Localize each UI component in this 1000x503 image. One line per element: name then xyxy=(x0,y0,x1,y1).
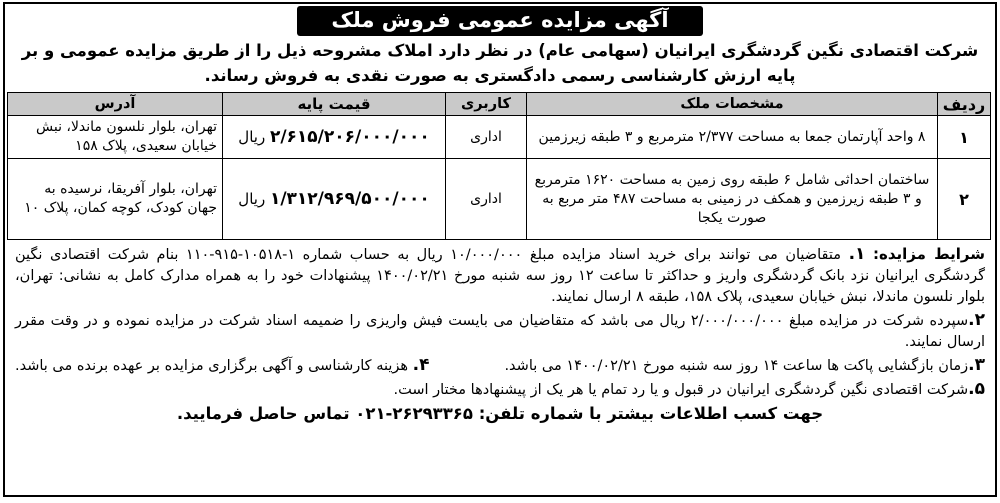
base-price-value: ۲/۶۱۵/۲۰۶/۰۰۰/۰۰۰ xyxy=(269,126,430,147)
term-text: شرکت اقتصادی نگین گردشگری ایرانیان در قبول و یا رد تمام یا هر یک از پیشنهادها مختار است. xyxy=(393,382,969,398)
term-number: ۲. xyxy=(968,310,985,330)
header-row-number: ردیف xyxy=(938,93,991,116)
base-price-cell xyxy=(223,159,446,240)
property-usage: اداری xyxy=(446,116,527,159)
property-spec: ساختمان احداثی شامل ۶ طبقه روی زمین به مساحت ۱۶۲۰ مترمربع و ۳ طبقه زیرزمین و همکف در زمینی به مساحت ۴۸۷ متر مربع به صورت یکجا xyxy=(527,159,938,240)
price-unit: ریال xyxy=(238,127,266,146)
table-row xyxy=(8,159,991,240)
base-price-value: ۱/۳۱۲/۹۶۹/۵۰۰/۰۰۰ xyxy=(269,188,430,209)
term-1 xyxy=(15,244,985,308)
property-address: تهران، بلوار آفریقا، نرسیده به جهان کودک، کوچه کمان، پلاک ۱۰ xyxy=(8,159,223,240)
price-unit: ریال xyxy=(238,189,266,208)
terms-label: شرایط مزایده: xyxy=(873,245,985,263)
intro-paragraph: شرکت اقتصادی نگین گردشگری ایرانیان (سهامی عام) در نظر دارد املاک مشروحه ذیل را از طریق مزایده عمومی و بر پایه ارزش کارشناسی رسمی دادگستری به صورت نقدی به فروش رساند. xyxy=(21,41,979,85)
term-3 xyxy=(504,355,985,377)
term-number: ۴. xyxy=(412,355,430,375)
property-table xyxy=(7,92,991,240)
term-text: متقاضیان می توانند برای خرید اسناد مزایده مبلغ ۱۰/۰۰۰/۰۰۰ ریال به حساب شماره ۱-۱۰۵۱۸-۹۱۵-۱۱۰ بنام شرکت اقتصادی نگین گردشگری ایرانیان نزد بانک گردشگری واریز و حداکثر تا ساعت ۱۲ روز سه شنبه مورخ ۱۴۰۰/۰۲/۲۱ پیشنهادات خود را به همراه مدارک کامل به نشانی: تهران، بلوار نلسون ماندلا، نبش خیابان سعیدی، پلاک ۱۵۸، طبقه ۸ ارسال نمایند. xyxy=(15,247,985,305)
auction-notice xyxy=(3,2,997,497)
terms-row-3-4 xyxy=(15,355,985,379)
table-header-row xyxy=(8,93,991,116)
auction-terms xyxy=(5,240,995,401)
term-4 xyxy=(15,355,430,377)
header-usage: کاربری xyxy=(446,93,527,116)
term-text: زمان بازگشایی پاکت ها ساعت ۱۴ روز سه شنبه مورخ ۱۴۰۰/۰۲/۲۱ می باشد. xyxy=(504,358,969,374)
property-usage: اداری xyxy=(446,159,527,240)
header-address: آدرس xyxy=(8,93,223,116)
table-row xyxy=(8,116,991,159)
row-number: ۲ xyxy=(938,159,991,240)
term-number: ۵. xyxy=(968,379,985,399)
row-number: ۱ xyxy=(938,116,991,159)
header-base-price: قیمت پایه xyxy=(223,93,446,116)
term-2 xyxy=(15,310,985,353)
title-bar xyxy=(5,6,995,36)
header-property-spec: مشخصات ملک xyxy=(527,93,938,116)
contact-line: جهت کسب اطلاعات بیشتر با شماره تلفن: ۲۶۲۹۳۳۶۵-۰۲۱ تماس حاصل فرمایید. xyxy=(176,404,824,423)
base-price-cell xyxy=(223,116,446,159)
term-number: ۱. xyxy=(848,244,866,264)
notice-title: آگهی مزایده عمومی فروش ملک xyxy=(297,6,702,36)
property-address: تهران، بلوار نلسون ماندلا، نبش خیابان سعیدی، پلاک ۱۵۸ xyxy=(8,116,223,159)
term-text: هزینه کارشناسی و آگهی برگزاری مزایده بر عهده برنده می باشد. xyxy=(15,358,409,374)
term-number: ۳. xyxy=(968,355,985,375)
term-text: سپرده شرکت در مزایده مبلغ ۲/۰۰۰/۰۰۰/۰۰۰ ریال می باشد که متقاضیان می بایست فیش واریزی را ضمیمه اسناد شرکت در مزایده نموده و در وقت مقرر ارسال نمایند. xyxy=(15,313,985,350)
property-spec: ۸ واحد آپارتمان جمعا به مساحت ۲/۳۷۷ مترمربع و ۳ طبقه زیرزمین xyxy=(527,116,938,159)
term-5 xyxy=(15,379,985,401)
